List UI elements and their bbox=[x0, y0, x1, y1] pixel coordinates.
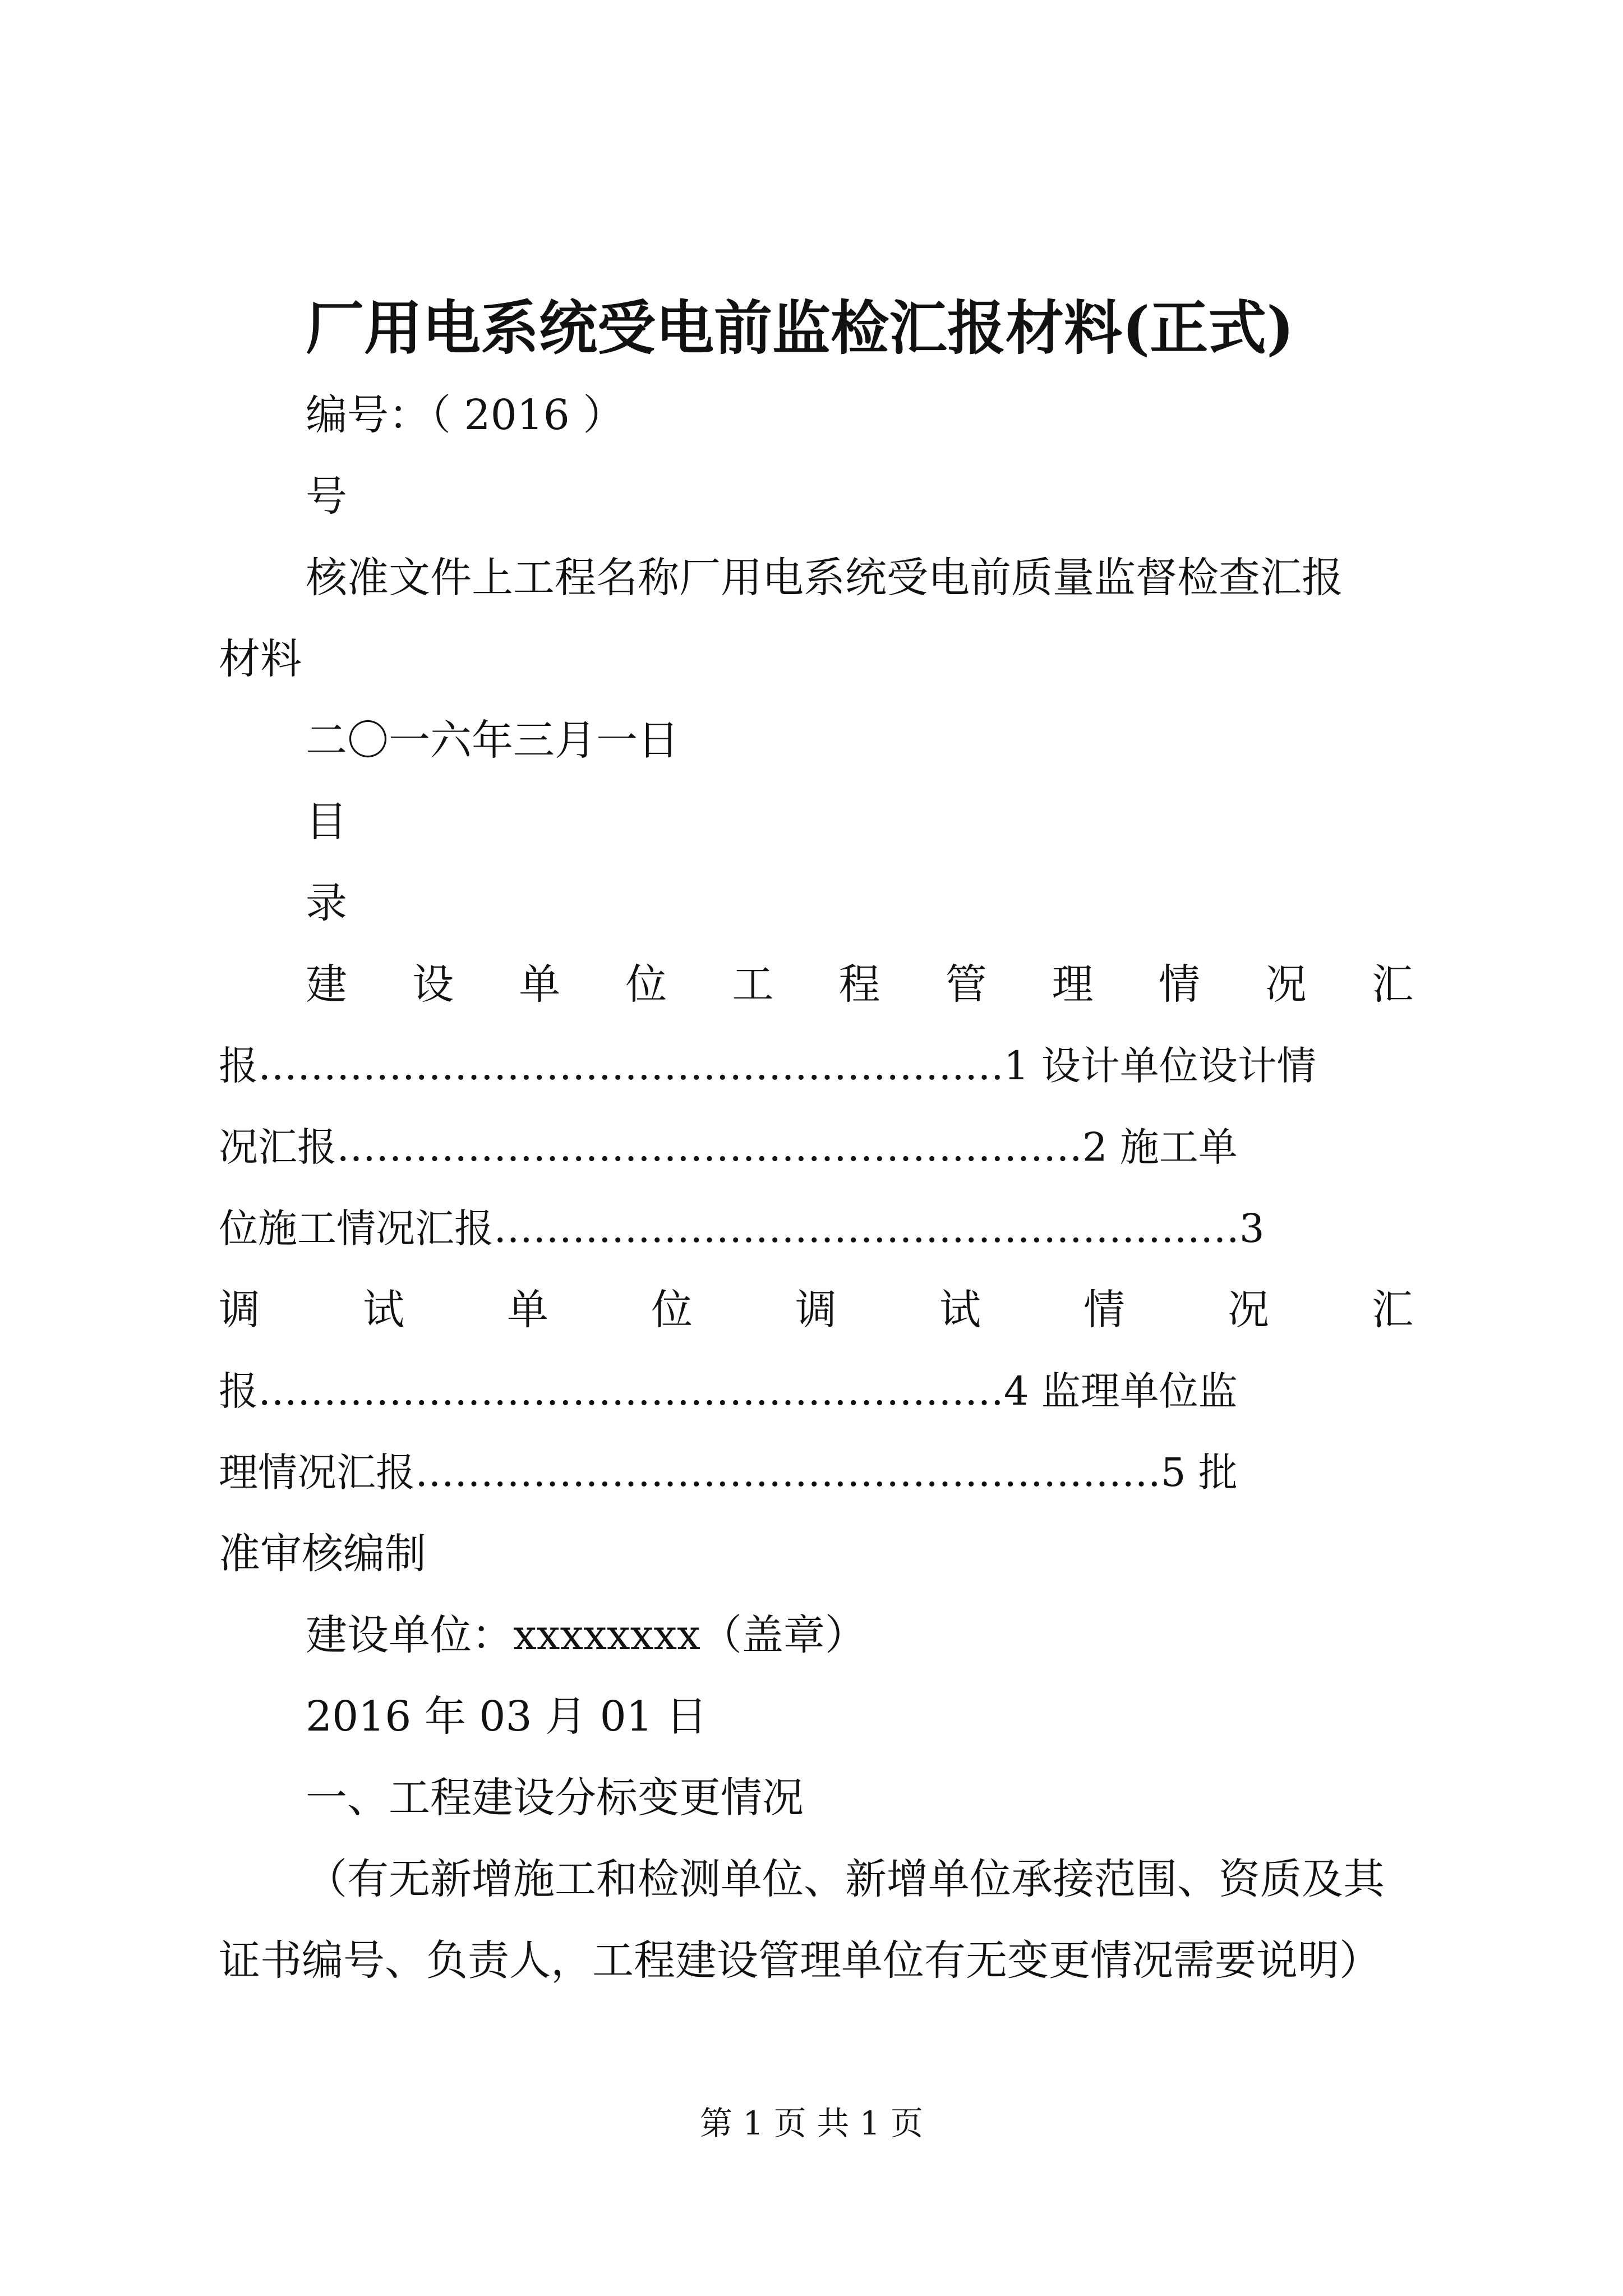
toc-heading-part2: 录 bbox=[306, 879, 347, 927]
toc-entry-line: 报…………………………………………………4 监理单位监 bbox=[219, 1368, 1238, 1414]
toc-char: 程 bbox=[838, 960, 880, 1009]
toc-char: 情 bbox=[1158, 960, 1200, 1009]
toc-char: 情 bbox=[1083, 1286, 1125, 1334]
serial-number-line: 编号：（ 2016 ） bbox=[306, 391, 625, 439]
toc-char: 工 bbox=[732, 960, 774, 1009]
toc-char: 调 bbox=[795, 1286, 837, 1334]
approval-document-line: 核准文件上工程名称厂用电系统受电前质量监督检查汇报 bbox=[306, 554, 1343, 602]
toc-entry-line bbox=[219, 1282, 1413, 1338]
toc-char: 建 bbox=[306, 960, 347, 1009]
document-title: 厂用电系统受电前监检汇报材料(正式) bbox=[306, 293, 1294, 362]
toc-char: 试 bbox=[939, 1286, 981, 1334]
toc-entry-line: 理情况汇报…………………………………………………5 批 bbox=[219, 1450, 1238, 1496]
toc-char: 位 bbox=[625, 960, 667, 1009]
approval-document-line-continued: 材料 bbox=[219, 635, 302, 683]
toc-char: 试 bbox=[363, 1286, 404, 1334]
toc-entry-line: 准审核编制 bbox=[219, 1530, 426, 1578]
toc-char: 汇 bbox=[1372, 1286, 1413, 1334]
toc-char: 理 bbox=[1052, 960, 1094, 1009]
section-note-line: 证书编号、负责人，工程建设管理单位有无变更情况需要说明） bbox=[219, 1936, 1381, 1985]
page-footer: 第 1 页 共 1 页 bbox=[700, 2104, 923, 2142]
section-heading: 一、工程建设分标变更情况 bbox=[306, 1774, 804, 1822]
toc-char: 况 bbox=[1228, 1286, 1269, 1334]
toc-char: 设 bbox=[412, 960, 454, 1009]
section-note-line: （有无新增施工和检测单位、新增单位承接范围、资质及其 bbox=[306, 1855, 1385, 1903]
toc-entry-line: 况汇报…………………………………………………2 施工单 bbox=[219, 1124, 1238, 1170]
serial-number-suffix: 号 bbox=[306, 472, 347, 521]
toc-char: 单 bbox=[519, 960, 561, 1009]
toc-heading-part1: 目 bbox=[306, 798, 347, 846]
toc-entry-line bbox=[306, 956, 1413, 1013]
date-chinese: 二〇一六年三月一日 bbox=[306, 716, 679, 765]
toc-char: 调 bbox=[219, 1286, 260, 1334]
toc-char: 位 bbox=[651, 1286, 693, 1334]
toc-char: 单 bbox=[507, 1286, 548, 1334]
toc-char: 况 bbox=[1265, 960, 1307, 1009]
toc-entry-line: 位施工情况汇报…………………………………………………3 bbox=[219, 1205, 1265, 1251]
toc-char: 汇 bbox=[1371, 960, 1413, 1009]
date-numeric: 2016 年 03 月 01 日 bbox=[306, 1692, 708, 1741]
toc-char: 管 bbox=[945, 960, 987, 1009]
toc-entry-line: 报…………………………………………………1 设计单位设计情 bbox=[219, 1043, 1316, 1089]
builder-unit-line: 建设单位：xxxxxxxx（盖章） bbox=[306, 1611, 866, 1659]
